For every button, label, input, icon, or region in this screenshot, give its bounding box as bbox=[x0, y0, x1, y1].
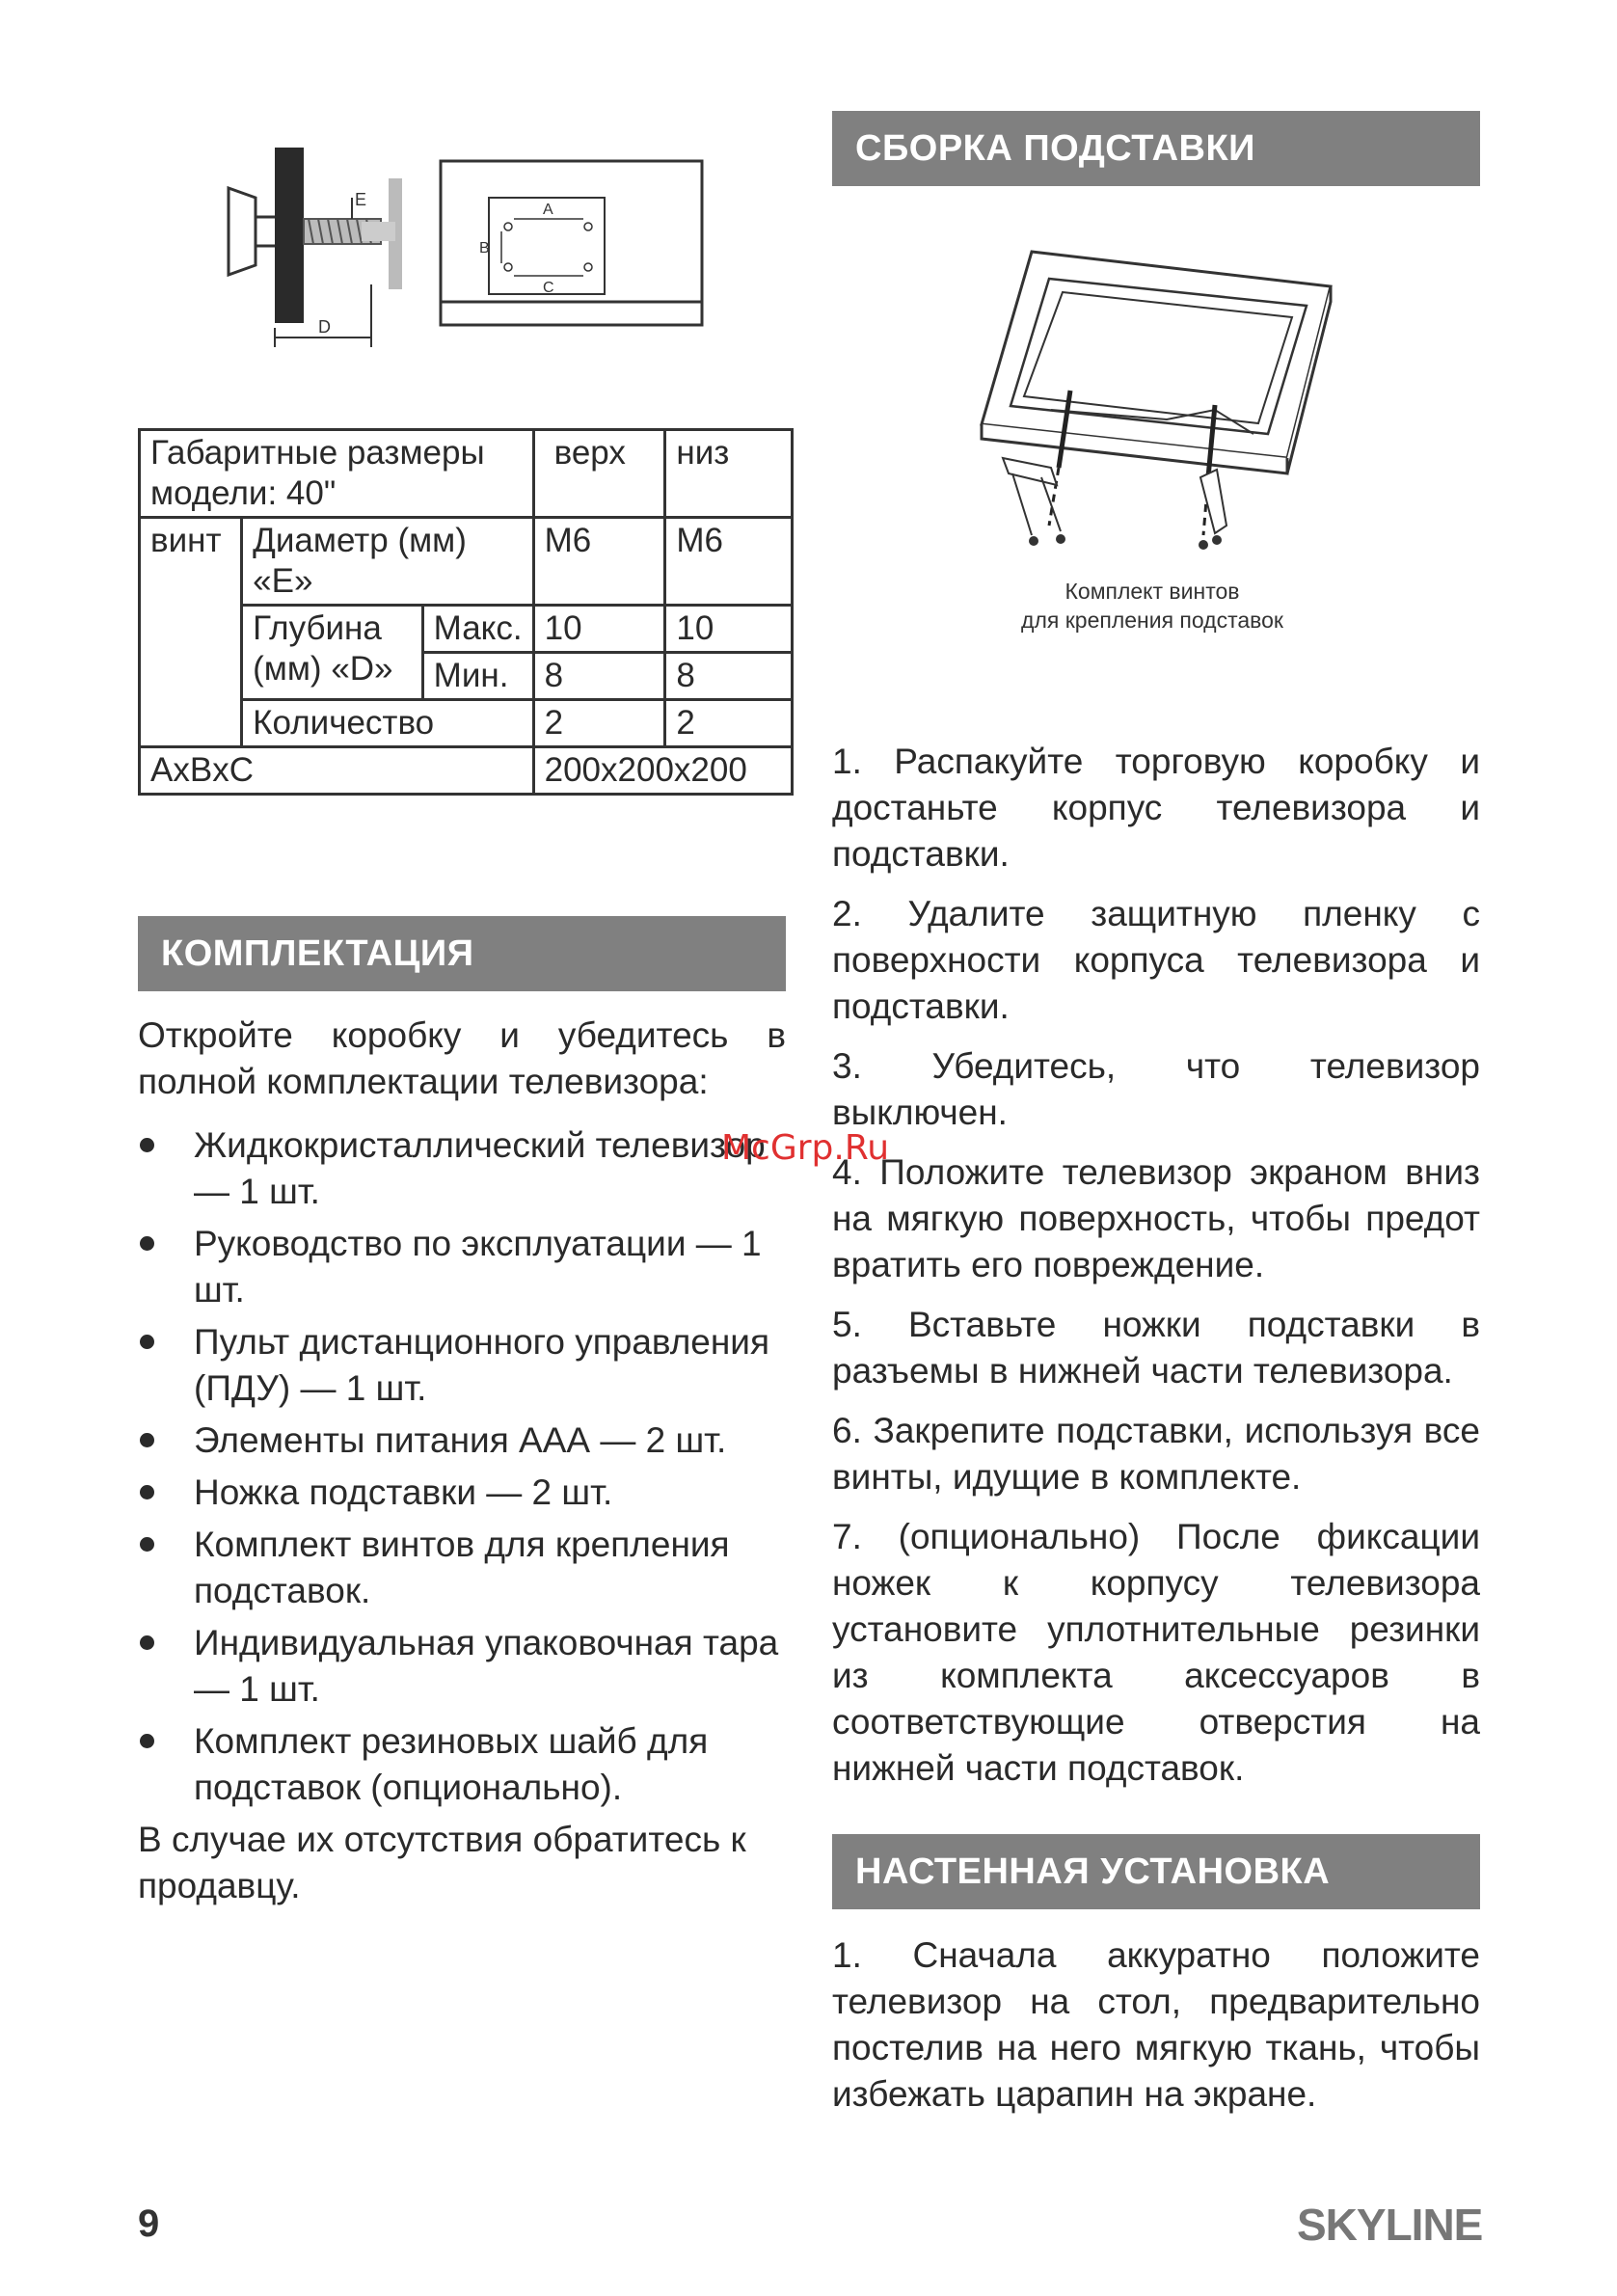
cell-min: Мин. bbox=[422, 653, 533, 700]
stand-step: 1. Распакуйте торговую коробку и достаньте корпус телевизора и подставки. bbox=[832, 742, 1480, 874]
kit-item: Руководство по эксплуатации — 1 шт. bbox=[138, 1221, 794, 1313]
label-d: D bbox=[318, 317, 331, 337]
cell-axbxc: AxBxC bbox=[140, 747, 534, 795]
bullet-icon bbox=[140, 1138, 154, 1152]
cell-diameter: Диаметр (мм) «Е» bbox=[242, 518, 533, 606]
kit-item: Пульт дистанционного управления (ПДУ) — 1 шт. bbox=[138, 1319, 794, 1412]
stand-assembly-illustration bbox=[974, 246, 1340, 564]
mount-pattern-diagram bbox=[439, 159, 704, 328]
bullet-icon bbox=[140, 1485, 154, 1499]
screw-mount-diagram bbox=[217, 140, 419, 352]
stand-steps-list bbox=[832, 739, 1480, 1805]
cell-quantity-bottom: 2 bbox=[665, 700, 793, 747]
kit-list bbox=[138, 1122, 794, 1817]
cell-depth: Глубина (мм) «D» bbox=[242, 606, 423, 700]
kit-item: Жидкокристаллический телевизор — 1 шт. bbox=[138, 1122, 794, 1215]
cell-quantity: Количество bbox=[242, 700, 533, 747]
bullet-icon bbox=[140, 1236, 154, 1251]
cell-min-top: 8 bbox=[533, 653, 665, 700]
stand-step: 7. (опционально) После фиксации ножек к корпусу телевизора установите уплотнительные резинки из комплекта аксессуаров в соответствующие отверстия на нижней части подставок. bbox=[832, 1517, 1480, 1788]
cell-diameter-bottom: M6 bbox=[665, 518, 793, 606]
label-c: C bbox=[543, 280, 554, 296]
kit-item: Индивидуальная упаковочная тара — 1 шт. bbox=[138, 1620, 794, 1713]
bullet-icon bbox=[140, 1335, 154, 1349]
kit-item: Элементы питания ААА — 2 шт. bbox=[138, 1418, 794, 1464]
watermark: McGrp.Ru bbox=[721, 1128, 890, 1168]
cell-max-top: 10 bbox=[533, 606, 665, 653]
stand-step: 5. Вставьте ножки подставки в разъемы в нижней части телевизора. bbox=[832, 1305, 1480, 1391]
cell-header-top: верх bbox=[533, 430, 665, 518]
cell-screw: винт bbox=[140, 518, 242, 747]
kit-item: Ножка подставки — 2 шт. bbox=[138, 1470, 794, 1516]
kit-section-title: КОМПЛЕКТАЦИЯ bbox=[138, 916, 786, 991]
stand-step: 3. Убедитесь, что телевизор выключен. bbox=[832, 1046, 1480, 1132]
bullet-icon bbox=[140, 1433, 154, 1447]
brand-logo: SKYLINE bbox=[1297, 2200, 1483, 2250]
cell-model-size: Габаритные размеры модели: 40" bbox=[140, 430, 534, 518]
cell-max: Макс. bbox=[422, 606, 533, 653]
label-b: B bbox=[479, 240, 490, 257]
cell-min-bottom: 8 bbox=[665, 653, 793, 700]
wall-section-title: НАСТЕННАЯ УСТАНОВКА bbox=[832, 1834, 1480, 1909]
label-e: E bbox=[355, 190, 367, 209]
wall-step: 1. Сначала аккуратно положите телевизор на стол, предварительно постелив на него мягкую ткань, чтобы избежать царапин на экране. bbox=[832, 1935, 1480, 2114]
kit-intro: Откройте коробку и убедитесь в полной комплектации телевизора: bbox=[138, 1015, 786, 1101]
bullet-icon bbox=[140, 1537, 154, 1552]
stand-step: 6. Закрепите подставки, используя все винты, идущие в комплекте. bbox=[832, 1411, 1480, 1497]
stand-illustration-caption: Комплект винтов для крепления подставок bbox=[1021, 579, 1283, 633]
cell-max-bottom: 10 bbox=[665, 606, 793, 653]
mount-spec-table bbox=[138, 428, 794, 796]
stand-step: 2. Удалите защитную пленку с поверхности корпуса телевизора и подставки. bbox=[832, 894, 1480, 1026]
bullet-icon bbox=[140, 1734, 154, 1748]
label-a: A bbox=[543, 202, 553, 218]
kit-item: Комплект резиновых шайб для подставок (опционально). bbox=[138, 1718, 794, 1811]
cell-axbxc-value: 200x200x200 bbox=[533, 747, 792, 795]
page-number: 9 bbox=[138, 2202, 160, 2245]
stand-step: 4. Положите телевизор экраном вниз на мягкую поверхность, чтобы предот вратить его повреждение. bbox=[832, 1152, 1480, 1284]
kit-outro: В случае их отсутствия обратитесь к продавцу. bbox=[138, 1820, 746, 1905]
stand-section-title: СБОРКА ПОДСТАВКИ bbox=[832, 111, 1480, 186]
cell-diameter-top: M6 bbox=[533, 518, 665, 606]
kit-item: Комплект винтов для крепления подставок. bbox=[138, 1522, 794, 1614]
cell-header-bottom: низ bbox=[665, 430, 793, 518]
cell-quantity-top: 2 bbox=[533, 700, 665, 747]
bullet-icon bbox=[140, 1635, 154, 1650]
